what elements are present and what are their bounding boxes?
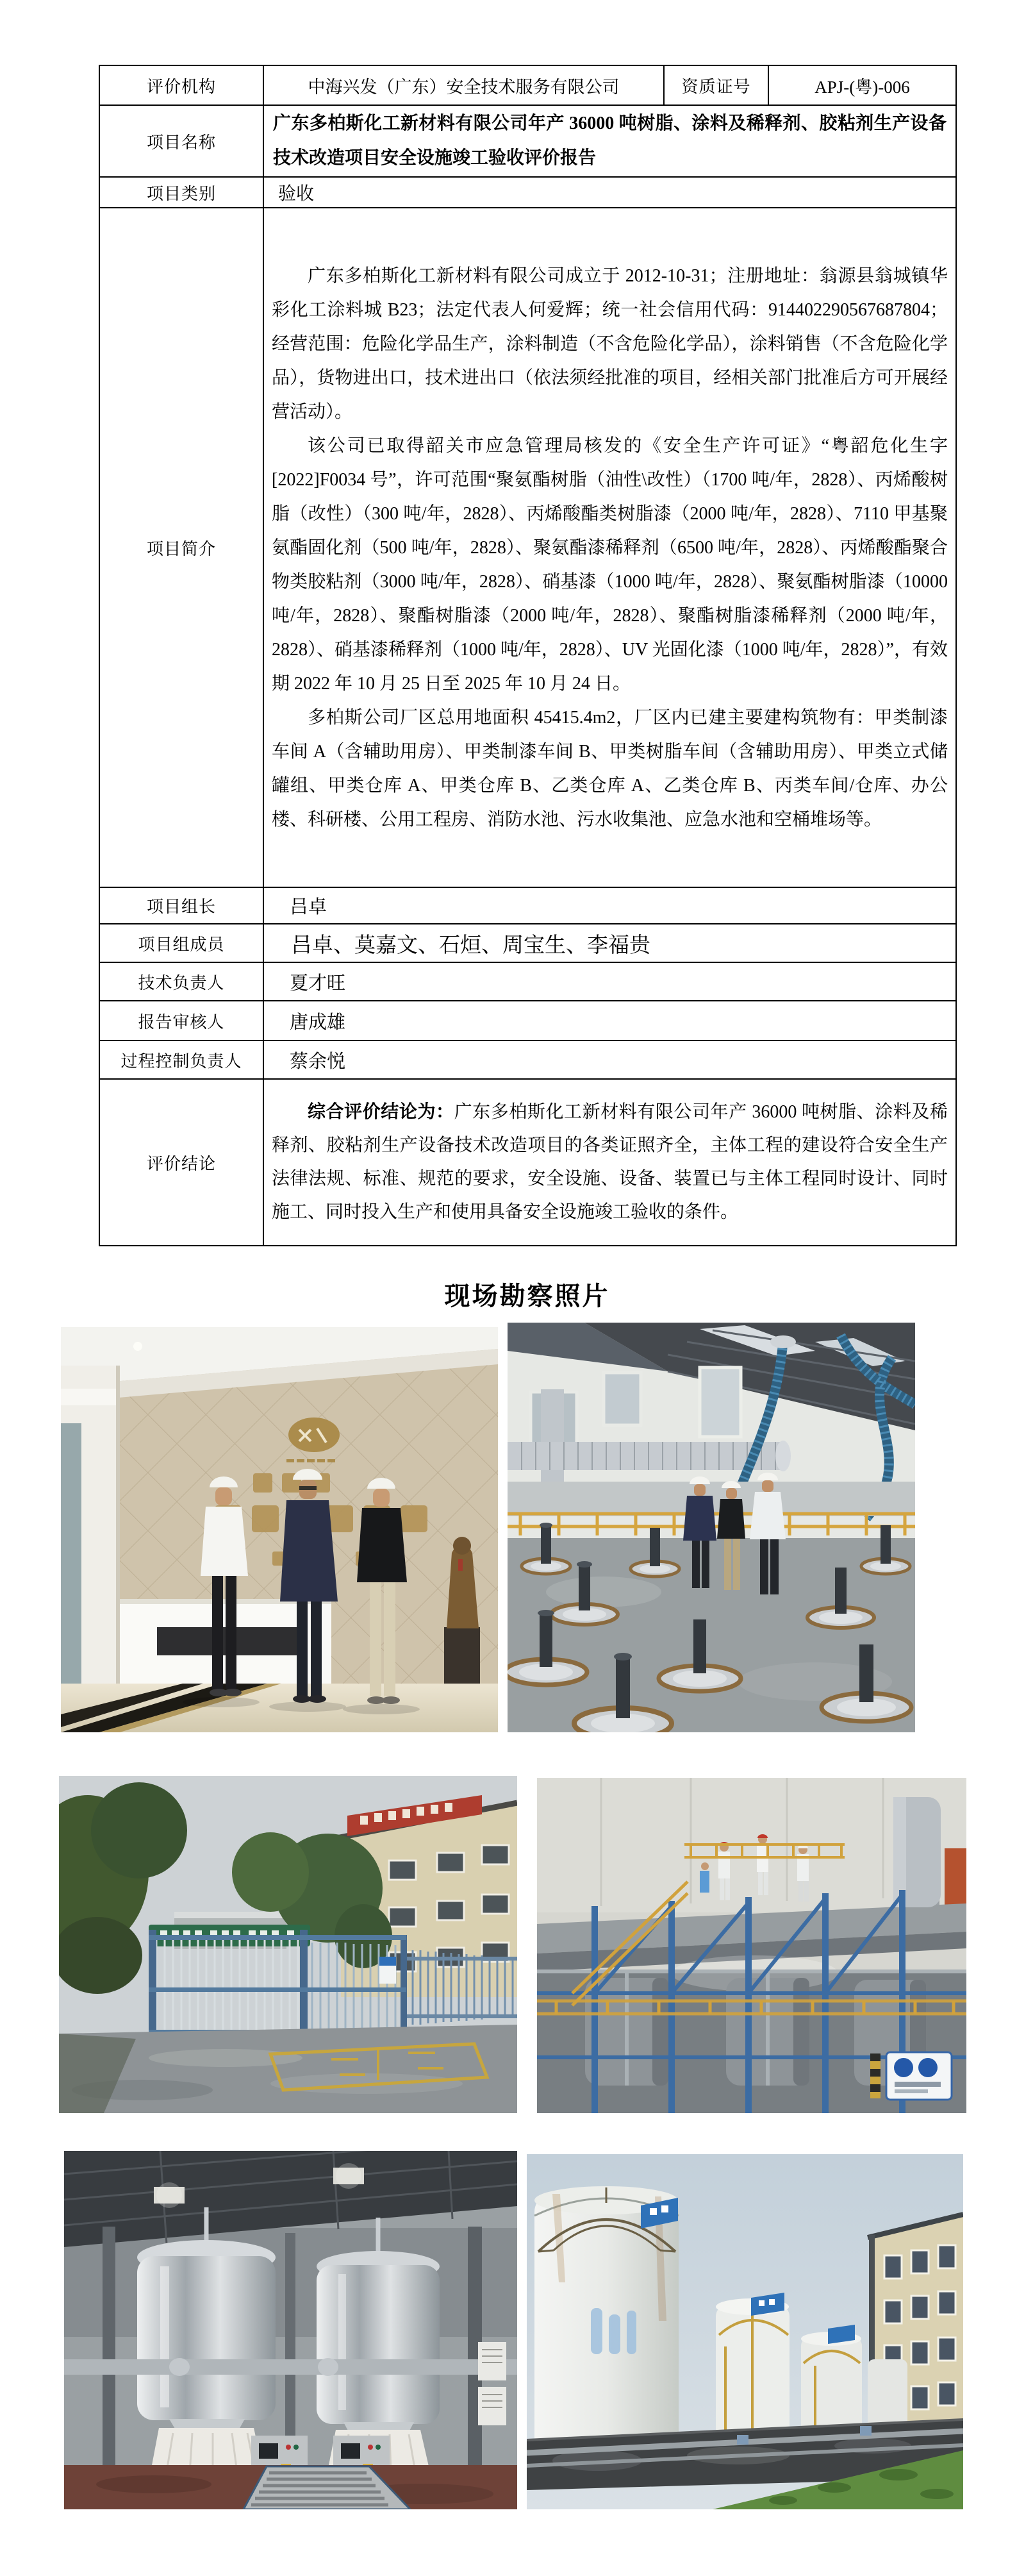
tech-value: 夏才旺	[263, 962, 956, 1001]
project-type-value: 验收	[263, 177, 956, 208]
project-intro-value	[263, 208, 956, 887]
row-org	[99, 65, 956, 105]
review-label: 报告审核人	[99, 1001, 263, 1041]
plant-structure-illustration	[537, 1778, 966, 2113]
members-label: 项目组成员	[99, 924, 263, 962]
plant-structure-photo	[537, 1778, 966, 2113]
process-value: 蔡余悦	[263, 1041, 956, 1079]
factory-gate-illustration	[59, 1776, 517, 2113]
photos-section-heading: 现场勘察照片	[444, 1282, 610, 1310]
lobby-group-illustration	[61, 1327, 498, 1732]
row-tech	[99, 962, 956, 1001]
leader-label: 项目组长	[99, 887, 263, 924]
tech-label: 技术负责人	[99, 962, 263, 1001]
cert-label: 资质证号	[664, 65, 768, 105]
intro-paragraph-3: 多柏斯公司厂区总用地面积 45415.4m2，厂区内已建主要建构筑物有：甲类制漆车间 A（含辅助用房）、甲类制漆车间 B、甲类树脂车间（含辅助用房）、甲类立式储罐组、甲类仓库 A、甲类仓库 B、乙类仓库 A、乙类仓库 B、丙类车间/仓库、办公楼、科研楼、公用工程房、消防水池、污水收集池、应急水池和空桶堆场等。	[272, 707, 948, 830]
org-value: 中海兴发（广东）安全技术服务有限公司	[263, 65, 664, 105]
cert-value: APJ-(粤)-006	[768, 65, 956, 105]
row-conclusion	[99, 1079, 956, 1246]
indoor-tanks-illustration	[64, 2151, 517, 2509]
row-process	[99, 1041, 956, 1079]
review-value: 唐成雄	[263, 1001, 956, 1041]
members-value: 吕卓、莫嘉文、石烜、周宝生、李福贵	[263, 924, 956, 962]
conclusion-paragraph	[272, 1096, 948, 1229]
row-project-name	[99, 105, 956, 177]
conclusion-label: 评价结论	[99, 1079, 263, 1246]
report-table	[99, 65, 957, 1246]
workshop-illustration	[508, 1323, 915, 1732]
row-leader	[99, 887, 956, 924]
row-review	[99, 1001, 956, 1041]
lobby-group-photo	[61, 1327, 498, 1732]
tank-farm-photo	[527, 2154, 963, 2509]
project-type-label: 项目类别	[99, 177, 263, 208]
conclusion-lead: 综合评价结论为：	[308, 1102, 454, 1122]
leader-value: 吕卓	[263, 887, 956, 924]
factory-gate-photo	[59, 1776, 517, 2113]
conclusion-value	[263, 1079, 956, 1246]
project-intro-label: 项目简介	[99, 208, 263, 887]
intro-paragraph-2: 该公司已取得韶关市应急管理局核发的《安全生产许可证》“粤韶危化生字[2022]F0034 号”，许可范围“聚氨酯树脂（油性\改性）（1700 吨/年，2828）、丙烯酸树脂（改性）（300 吨/年，2828）、丙烯酸酯类树脂漆（2000 吨/年，2828）、7110 甲基聚氨酯固化剂（500 吨/年，2828）、聚氨酯漆稀释剂（6500 吨/年，2828）、丙烯酸酯聚合物类胶粘剂（3000 吨/年，2828）、硝基漆（1000 吨/年，2828）、聚氨酯树脂漆（10000 吨/年，2828）、聚酯树脂漆（2000 吨/年，2828）、聚酯树脂漆稀释剂（2000 吨/年，2828）、硝基漆稀释剂（1000 吨/年，2828）、UV 光固化漆（1000 吨/年，2828）”，有效期 2022 年 10 月 25 日至 2025 年 10 月 24 日。	[272, 435, 948, 694]
process-label: 过程控制负责人	[99, 1041, 263, 1079]
row-project-intro	[99, 208, 956, 887]
conclusion-text: 广东多柏斯化工新材料有限公司年产 36000 吨树脂、涂料及稀释剂、胶粘剂生产设备技术改造项目的各类证照齐全，主体工程的建设符合安全生产法律法规、标准、规范的要求，安全设施、设备、装置已与主体工程同时设计、同时施工、同时投入生产和使用具备安全设施竣工验收的条件。	[272, 1102, 948, 1222]
org-label: 评价机构	[99, 65, 263, 105]
intro-paragraph-1: 广东多柏斯化工新材料有限公司成立于 2012-10-31；注册地址：翁源县翁城镇华彩化工涂料城 B23；法定代表人何爱辉；统一社会信用代码：914402290567687804；经营范围：危险化学品生产，涂料制造（不含危险化学品），涂料销售（不含危险化学品），货物进出口，技术进出口（依法须经批准的项目，经相关部门批准后方可开展经营活动）。	[272, 265, 948, 422]
row-project-type	[99, 177, 956, 208]
workshop-mixers-photo	[508, 1323, 915, 1732]
row-members	[99, 924, 956, 962]
indoor-tanks-photo	[64, 2151, 517, 2509]
project-name-value: 广东多柏斯化工新材料有限公司年产 36000 吨树脂、涂料及稀释剂、胶粘剂生产设备技术改造项目安全设施竣工验收评价报告	[263, 105, 956, 177]
tank-farm-illustration	[527, 2154, 963, 2509]
project-name-label: 项目名称	[99, 105, 263, 177]
